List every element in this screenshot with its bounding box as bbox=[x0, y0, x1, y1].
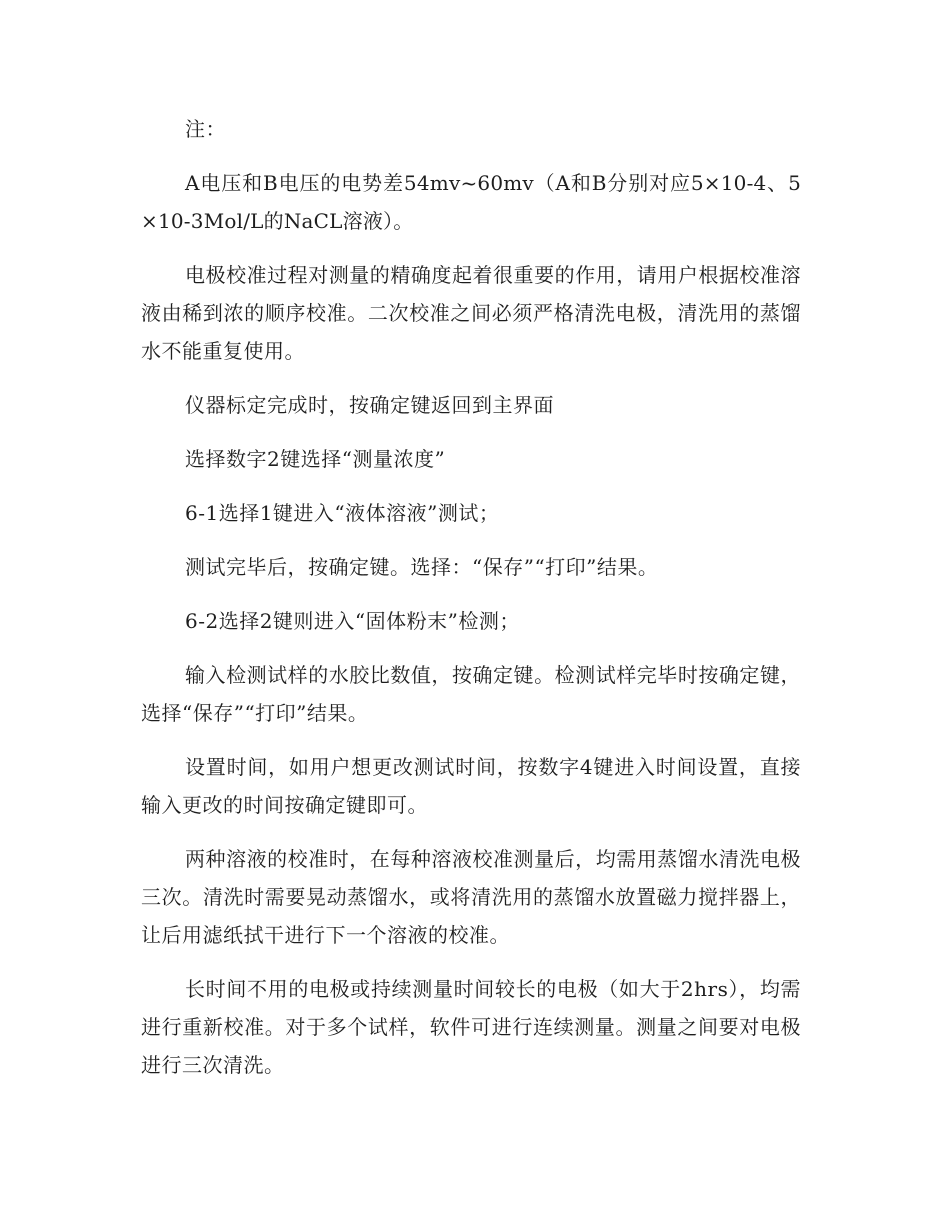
long-unused-electrode-paragraph: 长时间不用的电极或持续测量时间较长的电极（如大于2hrs），均需进行重新校准。对于多个试样，软件可进行连续测量。测量之间要对电极进行三次清洗。 bbox=[141, 977, 801, 1077]
return-main-paragraph: 仪器标定完成时，按确定键返回到主界面 bbox=[185, 393, 554, 417]
select-measure-paragraph: 选择数字2键选择“测量浓度” bbox=[185, 447, 446, 471]
document-body bbox=[141, 110, 801, 1100]
step-6-2-paragraph: 6-2选择2键则进入“固体粉末”检测； bbox=[185, 609, 520, 633]
step-6-1-paragraph: 6-1选择1键进入“液体溶液”测试； bbox=[185, 501, 500, 525]
calibration-order-paragraph: 电极校准过程对测量的精确度起着很重要的作用，请用户根据校准溶液由稀到浓的顺序校准。二次校准之间必须严格清洗电极，清洗用的蒸馏水不能重复使用。 bbox=[141, 263, 801, 363]
input-ratio-paragraph: 输入检测试样的水胶比数值，按确定键。检测试样完毕时按确定键，选择“保存”“打印”结果。 bbox=[141, 663, 801, 725]
two-solutions-paragraph: 两种溶液的校准时，在每种溶液校准测量后，均需用蒸馏水清洗电极三次。清洗时需要晃动蒸馏水，或将清洗用的蒸馏水放置磁力搅拌器上，让后用滤纸拭干进行下一个溶液的校准。 bbox=[141, 847, 801, 947]
note-heading: 注： bbox=[185, 117, 226, 141]
set-time-paragraph: 设置时间，如用户想更改测试时间，按数字4键进入时间设置，直接输入更改的时间按确定键即可。 bbox=[141, 755, 801, 817]
test-complete-paragraph: 测试完毕后，按确定键。选择：“保存”“打印”结果。 bbox=[185, 555, 659, 579]
voltage-note-paragraph: A电压和B电压的电势差54mv~60mv（A和B分别对应5×10-4、5×10-3Mol/L的NaCL溶液）。 bbox=[141, 171, 801, 233]
